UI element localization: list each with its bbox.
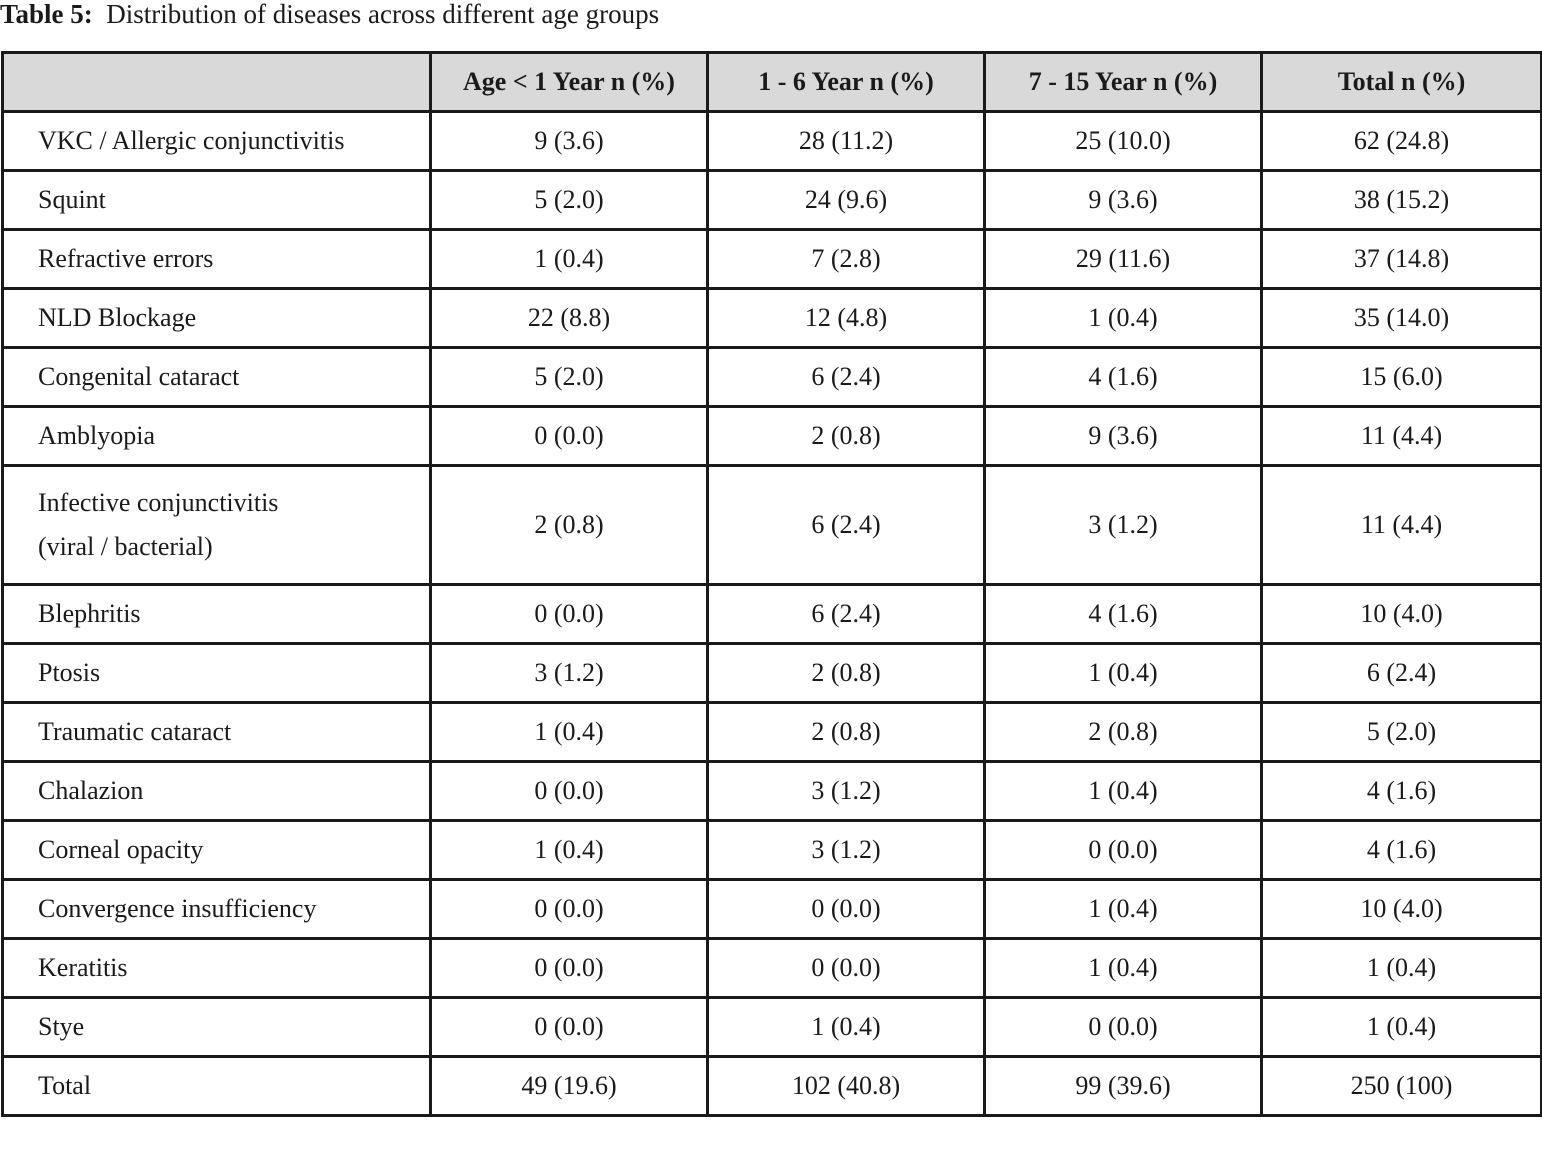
table-caption-text: Distribution of diseases across different age groups — [106, 0, 660, 29]
cell-age-under-1: 2 (0.8) — [431, 466, 708, 585]
cell-age-under-1: 0 (0.0) — [431, 939, 708, 998]
cell-age-under-1: 9 (3.6) — [431, 112, 708, 171]
disease-distribution-table — [1, 51, 1542, 1117]
table-body — [3, 112, 1542, 1116]
cell-age-under-1: 5 (2.0) — [431, 171, 708, 230]
cell-age-1-6: 3 (1.2) — [708, 821, 985, 880]
cell-age-7-15: 4 (1.6) — [985, 348, 1262, 407]
row-disease-name-line2: (viral / bacterial) — [38, 532, 213, 561]
row-disease-name-text: Total — [38, 1071, 92, 1100]
table-row — [3, 289, 1542, 348]
row-disease-name — [3, 230, 431, 289]
row-disease-name-text: VKC / Allergic conjunctivitis — [38, 126, 345, 155]
cell-age-1-6: 2 (0.8) — [708, 703, 985, 762]
table-row — [3, 703, 1542, 762]
row-disease-name-text: Infective conjunctivitis — [38, 488, 279, 517]
row-disease-name-text: Keratitis — [38, 953, 128, 982]
cell-age-under-1: 0 (0.0) — [431, 880, 708, 939]
cell-total: 38 (15.2) — [1262, 171, 1542, 230]
cell-age-1-6: 0 (0.0) — [708, 939, 985, 998]
table-header-row — [3, 53, 1542, 112]
table-row — [3, 230, 1542, 289]
cell-total: 250 (100) — [1262, 1057, 1542, 1116]
cell-age-under-1: 22 (8.8) — [431, 289, 708, 348]
header-cell-age-1-6: 1 - 6 Year n (%) — [708, 53, 985, 112]
cell-age-7-15: 2 (0.8) — [985, 703, 1262, 762]
row-disease-name-text: Congenital cataract — [38, 362, 240, 391]
cell-age-1-6: 7 (2.8) — [708, 230, 985, 289]
header-cell-age-under-1: Age < 1 Year n (%) — [431, 53, 708, 112]
cell-age-1-6: 3 (1.2) — [708, 762, 985, 821]
row-disease-name — [3, 821, 431, 880]
row-disease-name-text: Squint — [38, 185, 106, 214]
row-disease-name — [3, 289, 431, 348]
table-row — [3, 880, 1542, 939]
cell-age-7-15: 25 (10.0) — [985, 112, 1262, 171]
row-disease-name — [3, 585, 431, 644]
row-disease-name — [3, 112, 431, 171]
row-disease-name — [3, 880, 431, 939]
row-disease-name-text: Refractive errors — [38, 244, 214, 273]
row-disease-name-text: Blephritis — [38, 599, 141, 628]
row-disease-name — [3, 1057, 431, 1116]
cell-age-7-15: 9 (3.6) — [985, 171, 1262, 230]
cell-total: 6 (2.4) — [1262, 644, 1542, 703]
cell-age-7-15: 9 (3.6) — [985, 407, 1262, 466]
table-row — [3, 644, 1542, 703]
row-disease-name-text: Amblyopia — [38, 421, 155, 450]
row-disease-name-text: Chalazion — [38, 776, 144, 805]
cell-age-7-15: 0 (0.0) — [985, 998, 1262, 1057]
cell-total: 10 (4.0) — [1262, 585, 1542, 644]
table-row — [3, 348, 1542, 407]
cell-age-under-1: 5 (2.0) — [431, 348, 708, 407]
table-row — [3, 112, 1542, 171]
cell-age-1-6: 12 (4.8) — [708, 289, 985, 348]
cell-age-7-15: 1 (0.4) — [985, 939, 1262, 998]
table-row — [3, 821, 1542, 880]
cell-age-7-15: 1 (0.4) — [985, 644, 1262, 703]
cell-age-under-1: 0 (0.0) — [431, 762, 708, 821]
cell-age-1-6: 28 (11.2) — [708, 112, 985, 171]
row-disease-name — [3, 644, 431, 703]
row-disease-name — [3, 762, 431, 821]
cell-age-7-15: 29 (11.6) — [985, 230, 1262, 289]
cell-total: 62 (24.8) — [1262, 112, 1542, 171]
cell-total: 1 (0.4) — [1262, 939, 1542, 998]
cell-age-1-6: 0 (0.0) — [708, 880, 985, 939]
cell-age-7-15: 1 (0.4) — [985, 762, 1262, 821]
header-cell-disease — [3, 53, 431, 112]
cell-age-under-1: 0 (0.0) — [431, 407, 708, 466]
cell-age-1-6: 2 (0.8) — [708, 644, 985, 703]
table-row — [3, 407, 1542, 466]
row-disease-name — [3, 407, 431, 466]
cell-age-1-6: 6 (2.4) — [708, 585, 985, 644]
row-disease-name — [3, 703, 431, 762]
cell-age-under-1: 0 (0.0) — [431, 585, 708, 644]
cell-total: 35 (14.0) — [1262, 289, 1542, 348]
table-row — [3, 1057, 1542, 1116]
header-cell-total: Total n (%) — [1262, 53, 1542, 112]
table-row — [3, 762, 1542, 821]
cell-age-1-6: 2 (0.8) — [708, 407, 985, 466]
cell-age-7-15: 1 (0.4) — [985, 289, 1262, 348]
cell-total: 4 (1.6) — [1262, 821, 1542, 880]
cell-age-under-1: 3 (1.2) — [431, 644, 708, 703]
cell-age-under-1: 0 (0.0) — [431, 998, 708, 1057]
row-disease-name-text: NLD Blockage — [38, 303, 197, 332]
table-row — [3, 171, 1542, 230]
header-cell-age-7-15: 7 - 15 Year n (%) — [985, 53, 1262, 112]
cell-age-under-1: 1 (0.4) — [431, 703, 708, 762]
cell-total: 15 (6.0) — [1262, 348, 1542, 407]
cell-total: 10 (4.0) — [1262, 880, 1542, 939]
row-disease-name-text: Stye — [38, 1012, 85, 1041]
table-caption-label: Table 5: — [0, 0, 93, 29]
cell-total: 11 (4.4) — [1262, 407, 1542, 466]
table-row — [3, 939, 1542, 998]
cell-total: 37 (14.8) — [1262, 230, 1542, 289]
row-disease-name — [3, 466, 431, 585]
cell-age-1-6: 6 (2.4) — [708, 466, 985, 585]
table-row — [3, 998, 1542, 1057]
row-disease-name — [3, 171, 431, 230]
cell-age-under-1: 1 (0.4) — [431, 821, 708, 880]
cell-age-7-15: 0 (0.0) — [985, 821, 1262, 880]
cell-age-1-6: 24 (9.6) — [708, 171, 985, 230]
cell-age-7-15: 4 (1.6) — [985, 585, 1262, 644]
row-disease-name-text: Convergence insufficiency — [38, 894, 317, 923]
cell-age-1-6: 1 (0.4) — [708, 998, 985, 1057]
table-row — [3, 585, 1542, 644]
cell-age-under-1: 49 (19.6) — [431, 1057, 708, 1116]
cell-total: 4 (1.6) — [1262, 762, 1542, 821]
cell-age-7-15: 3 (1.2) — [985, 466, 1262, 585]
row-disease-name-text: Traumatic cataract — [38, 717, 232, 746]
row-disease-name — [3, 939, 431, 998]
table-caption — [0, 0, 659, 30]
row-disease-name-text: Ptosis — [38, 658, 101, 687]
cell-age-1-6: 6 (2.4) — [708, 348, 985, 407]
cell-age-7-15: 99 (39.6) — [985, 1057, 1262, 1116]
table-row — [3, 466, 1542, 585]
cell-age-under-1: 1 (0.4) — [431, 230, 708, 289]
cell-total: 5 (2.0) — [1262, 703, 1542, 762]
row-disease-name — [3, 998, 431, 1057]
row-disease-name-text: Corneal opacity — [38, 835, 204, 864]
cell-age-1-6: 102 (40.8) — [708, 1057, 985, 1116]
cell-total: 11 (4.4) — [1262, 466, 1542, 585]
cell-age-7-15: 1 (0.4) — [985, 880, 1262, 939]
cell-total: 1 (0.4) — [1262, 998, 1542, 1057]
row-disease-name — [3, 348, 431, 407]
